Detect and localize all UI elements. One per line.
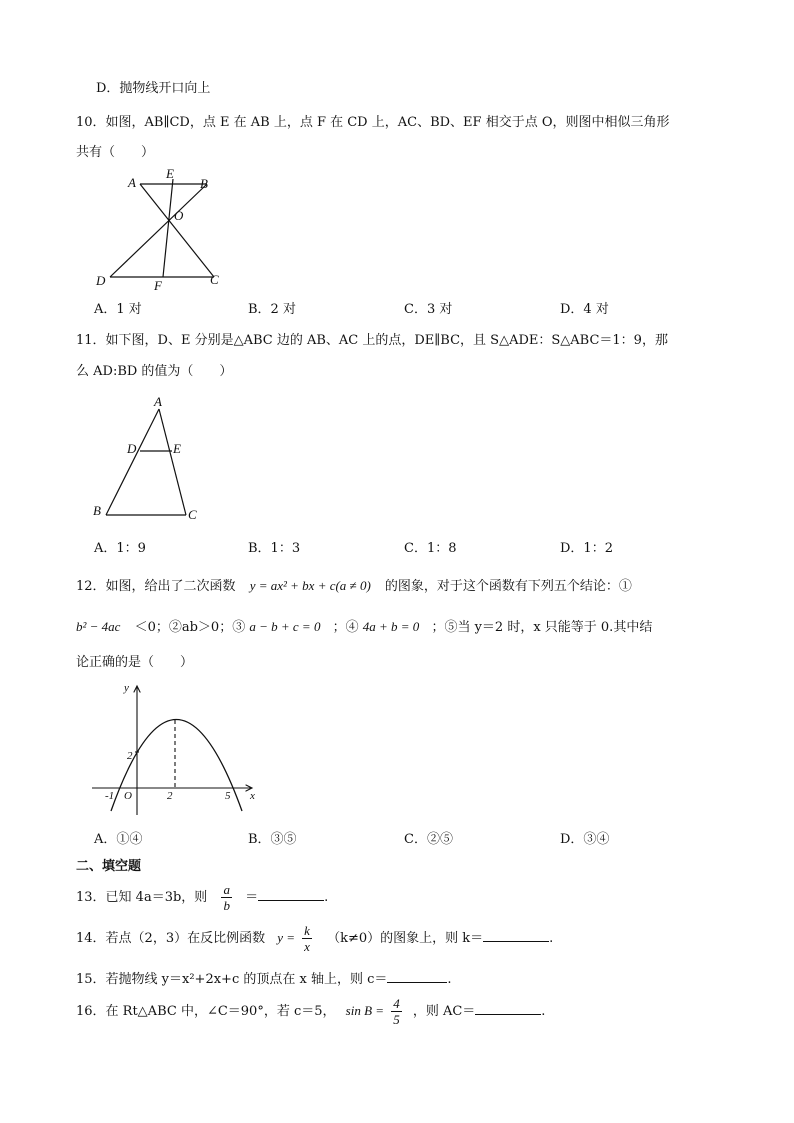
q10-label-e: E [166,166,174,181]
q11-label-d: D [127,441,137,456]
q16-sin-b: sin B = [345,1003,385,1018]
q12-label-neg1: -1 [105,790,115,802]
q10-option-b[interactable]: B．2 对 [248,302,296,317]
q10-option-c[interactable]: C．3 对 [404,302,453,317]
q12-conclusion-4: 4a + b = 0 [362,619,420,634]
q10-label-b: B [200,176,208,191]
q15-text: 15．若抛物线 y＝x²+2x+c 的顶点在 x 轴上，则 c＝ [76,972,388,987]
q12-conclusion-5: ；⑤当 y＝2 时，x 只能等于 0.其中结 [431,620,653,635]
q10-stem-line1: 10．如图，AB∥CD，点 E 在 AB 上，点 F 在 CD 上，AC、BD、EF 相交于点 O，则图中相似三角形 [76,115,670,130]
q12-graph [92,680,267,820]
q16-prefix: 16．在 Rt△ABC 中，∠C＝90°，若 c＝5， [76,1004,336,1019]
q14-prefix: 14．若点（2，3）在反比例函数 [76,931,266,946]
q16-denominator: 5 [393,1012,400,1027]
q10-option-d[interactable]: D．4 对 [560,302,609,317]
q12-stem-line3: 论正确的是（ ） [76,655,194,670]
q13-denominator: b [223,898,230,913]
q15-answer-blank[interactable] [387,968,447,983]
q11-figure [90,393,210,528]
q13-period: . [324,890,329,905]
q11-option-a[interactable]: A．1：9 [94,541,146,556]
q12-option-d[interactable]: D．③④ [560,832,610,847]
q12-label-x: x [250,790,255,802]
q11-stem-line1: 11．如下图，D、E 分别是△ABC 边的 AB、AC 上的点，DE∥BC，且 S△ADE：S△ABC＝1：9，那 [76,333,668,348]
q12-discriminant: b² − 4ac [76,619,121,634]
q13 [76,882,328,914]
q10-label-f: F [154,278,162,293]
q16-period: . [541,1004,546,1019]
q14-denominator: x [304,939,310,954]
section-title-fill-blank: 二、填空题 [76,859,142,874]
q12-label-y: y [124,682,129,694]
q16-numerator: 4 [393,996,400,1011]
q12-conclusion-3: a − b + c = 0 [249,619,321,634]
q10-option-a[interactable]: A．1 对 [94,302,142,317]
q12-label-2x: 2 [167,790,173,802]
q14-y-equals: y = [277,930,296,945]
q14-answer-blank[interactable] [483,927,549,942]
q10-figure [90,165,230,295]
q10-label-c: C [210,272,219,287]
q14-condition: （k≠0）的图象上，则 k＝ [327,931,484,946]
q15-period: . [447,972,452,987]
q11-option-d[interactable]: D．1：2 [560,541,613,556]
q14-numerator: k [304,923,310,938]
q14-period: . [549,931,554,946]
q12-stem-line1 [76,577,632,596]
q14 [76,922,553,955]
q12-suffix: 的图象，对于这个函数有下列五个结论：① [384,579,632,594]
q11-label-c: C [188,507,197,522]
q9-option-d: D．抛物线开口向上 [96,81,211,96]
q11-stem-line2: 么 AD:BD 的值为（ ） [76,364,233,379]
q12-separator-4: ；④ [332,620,359,635]
q12-label-origin: O [124,790,132,802]
q15 [76,968,452,989]
q16-answer-blank[interactable] [475,1000,541,1015]
q12-label-5: 5 [225,790,231,802]
q12-stem-line2 [76,618,652,637]
q10-label-a: A [128,175,136,190]
q13-fraction [221,882,232,913]
q12-label-2y: 2 [127,750,133,762]
q12-conclusions-1-2: ＜0；②ab＞0；③ [134,620,246,635]
q11-label-a: A [154,394,162,409]
q11-label-b: B [93,503,101,518]
q13-equals: ＝ [245,890,259,905]
q12-option-b[interactable]: B．③⑤ [248,832,297,847]
q12-prefix: 12．如图，给出了二次函数 [76,579,236,594]
q14-fraction [302,923,312,954]
q13-numerator: a [223,882,230,897]
q16-suffix: ，则 AC＝ [412,1004,476,1019]
q11-label-e: E [173,441,181,456]
q11-option-c[interactable]: C．1：8 [404,541,457,556]
q10-label-o: O [174,208,184,223]
q10-label-d: D [96,273,106,288]
q16-fraction [391,996,402,1027]
q10-stem-line2: 共有（ ） [76,145,155,160]
q11-option-b[interactable]: B．1：3 [248,541,301,556]
q12-option-a[interactable]: A．①④ [94,832,143,847]
q12-option-c[interactable]: C．②⑤ [404,832,453,847]
q13-answer-blank[interactable] [258,886,324,901]
q16 [76,995,545,1028]
q13-prefix: 13．已知 4a＝3b，则 [76,890,208,905]
q12-formula: y = ax² + bx + c(a ≠ 0) [249,578,371,593]
